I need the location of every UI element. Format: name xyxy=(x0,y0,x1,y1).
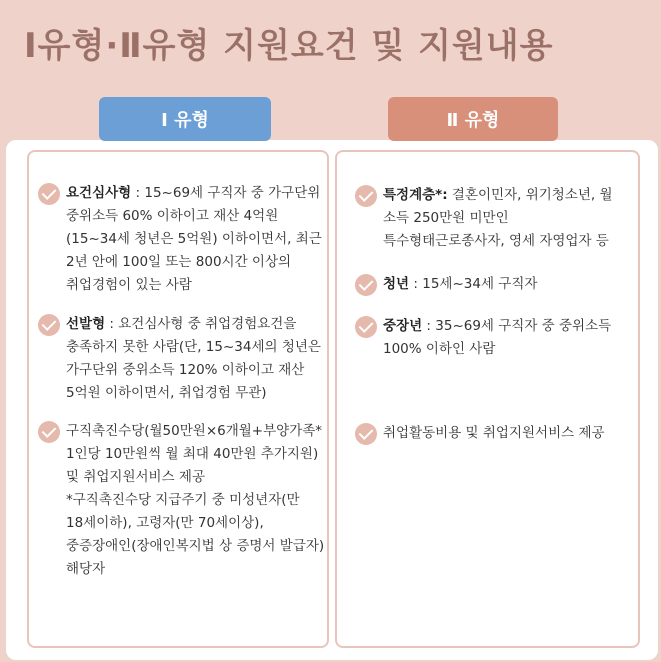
item-text: 구직촉진수당(월50만원×6개월+부양가족* 1인당 10만원씩 월 최대 40만원 추가지원) 및 취업지원서비스 제공 xyxy=(66,423,323,485)
page-title: Ⅰ유형·Ⅱ유형 지원요건 및 지원내용 xyxy=(24,26,554,66)
check-icon xyxy=(355,316,377,338)
item-sep: : xyxy=(105,316,119,332)
item-bold: 선발형 xyxy=(66,316,106,332)
check-icon xyxy=(38,314,60,336)
check-icon xyxy=(38,421,60,443)
item-sep: : xyxy=(131,185,145,201)
list-item xyxy=(355,273,633,296)
item-bold: 특정계층*: xyxy=(383,187,448,203)
check-icon xyxy=(355,423,377,445)
item-text: 취업활동비용 및 취업지원서비스 제공 xyxy=(383,425,605,441)
list-item xyxy=(355,184,633,253)
list-item xyxy=(355,315,633,361)
check-icon xyxy=(38,183,60,205)
list-item xyxy=(38,182,326,297)
item-bold: 중장년 xyxy=(383,318,423,334)
item-bold: 요건심사형 xyxy=(66,185,132,201)
item-text: 15~69세 구직자 중 가구단위 중위소득 60% 이하이고 재산 4억원(15~34세 청년은 5억원) 이하이면서, 최근 2년 안에 100일 또는 800시간 이상의 취업경험이 있는 사람 xyxy=(66,185,322,293)
item-text: 결혼이민자, 위기청소년, 월 소득 250만원 미만인 특수형태근로종사자, 영세 자영업자 등 xyxy=(383,187,613,249)
list-item xyxy=(355,422,637,445)
check-icon xyxy=(355,185,377,207)
item-sep: : xyxy=(409,276,423,292)
item-sep: : xyxy=(422,318,436,334)
list-item xyxy=(38,420,326,581)
item-text: 15세~34세 구직자 xyxy=(422,276,538,292)
item-bold: 청년 xyxy=(383,276,410,292)
item-text: 35~69세 구직자 중 중위소득 100% 이하인 사람 xyxy=(383,318,612,357)
list-item xyxy=(38,313,326,405)
item-text: 요건심사형 중 취업경험요건을 충족하지 못한 사람(단, 15~34세의 청년은 가구단위 중위소득 120% 이하이고 재산 5억원 이하이면서, 취업경험 무관) xyxy=(66,316,321,401)
tab-type-2[interactable]: Ⅱ 유형 xyxy=(388,97,558,141)
item-note: *구직촉진수당 지급주기 중 미성년자(만 18세이하), 고령자(만 70세이상), 중증장애인(장애인복지법 상 증명서 발급자) 해당자 xyxy=(66,492,325,577)
check-icon xyxy=(355,274,377,296)
tab-type-1[interactable]: Ⅰ 유형 xyxy=(99,97,271,141)
